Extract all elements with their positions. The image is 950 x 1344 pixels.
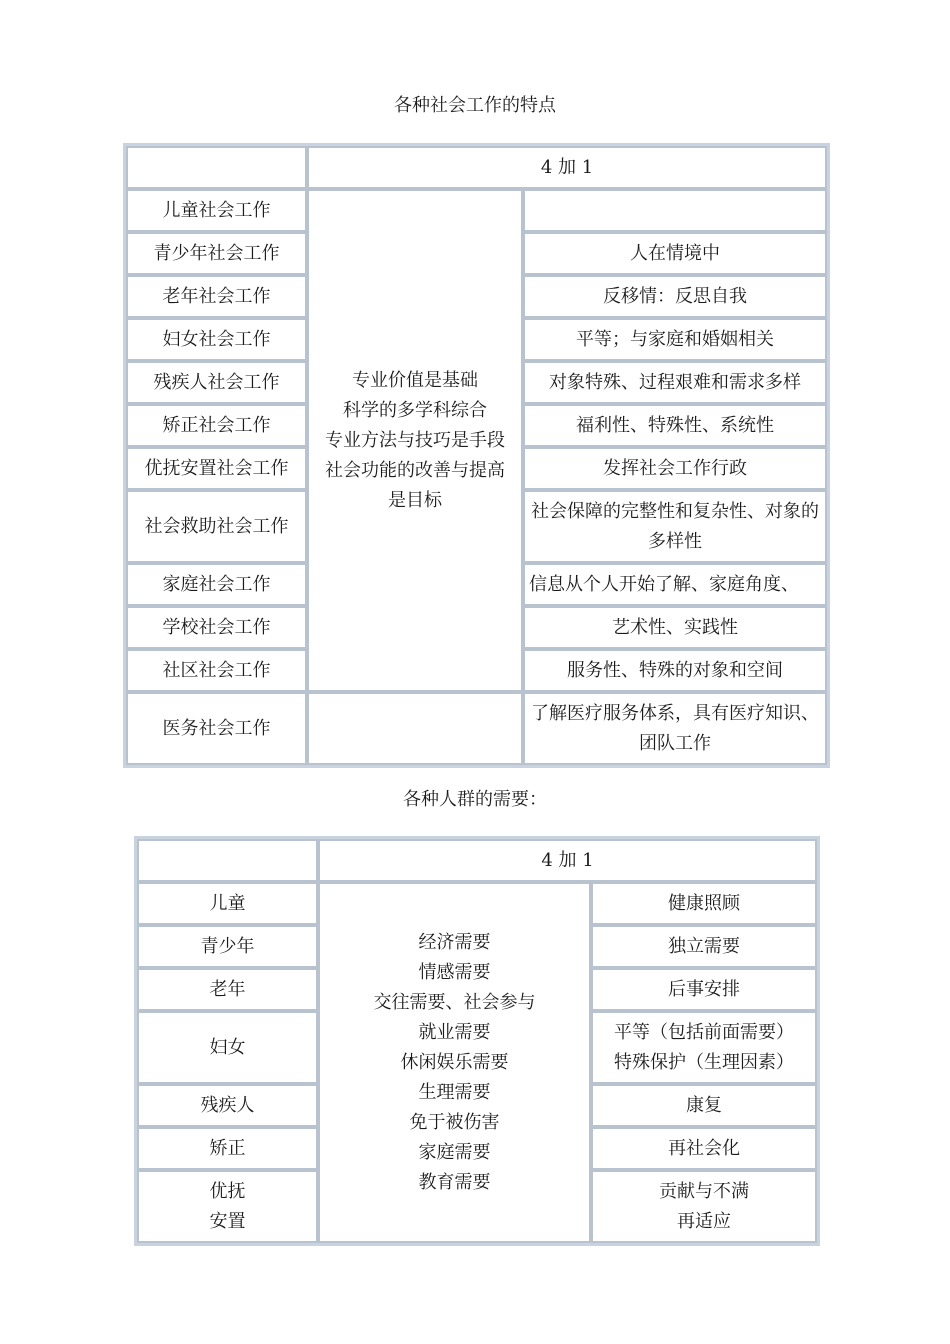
group-need-cell: 再社会化 xyxy=(591,1127,817,1170)
header-cell: 4 加 1 xyxy=(307,146,827,189)
row-feature-cell: 平等；与家庭和婚姻相关 xyxy=(523,318,827,361)
shared-features-cell: 专业价值是基础 科学的多学科综合 专业方法与技巧是手段 社会功能的改善与提高 是目标 xyxy=(307,189,523,692)
group-name-cell: 矫正 xyxy=(137,1127,318,1170)
row-name-cell: 社区社会工作 xyxy=(126,649,307,692)
row-name-cell: 家庭社会工作 xyxy=(126,563,307,606)
group-need-cell: 贡献与不满 再适应 xyxy=(591,1170,817,1243)
row-feature-cell: 艺术性、实践性 xyxy=(523,606,827,649)
population-needs-table xyxy=(134,836,820,1246)
header-empty-cell xyxy=(126,146,307,189)
row-feature-cell: 反移情：反思自我 xyxy=(523,275,827,318)
shared-needs-cell: 经济需要 情感需要 交往需要、社会参与 就业需要 休闲娱乐需要 生理需要 免于被伤害 家庭需要 教育需要 xyxy=(318,882,591,1243)
row-feature-cell: 了解医疗服务体系，具有医疗知识、团队工作 xyxy=(523,692,827,765)
row-name-cell: 残疾人社会工作 xyxy=(126,361,307,404)
social-work-features-table xyxy=(123,143,830,768)
group-need-cell: 后事安排 xyxy=(591,968,817,1011)
group-name-cell: 残疾人 xyxy=(137,1084,318,1127)
group-need-cell: 健康照顾 xyxy=(591,882,817,925)
row-name-cell: 学校社会工作 xyxy=(126,606,307,649)
group-need-cell: 独立需要 xyxy=(591,925,817,968)
group-name-cell: 老年 xyxy=(137,968,318,1011)
row-name-cell: 老年社会工作 xyxy=(126,275,307,318)
group-need-cell: 康复 xyxy=(591,1084,817,1127)
row-feature-cell: 信息从个人开始了解、家庭角度、 xyxy=(523,563,827,606)
row-feature-cell: 人在情境中 xyxy=(523,232,827,275)
group-name-cell: 青少年 xyxy=(137,925,318,968)
table2-title: 各种人群的需要： xyxy=(403,789,547,810)
row-feature-cell: 对象特殊、过程艰难和需求多样 xyxy=(523,361,827,404)
group-name-cell: 优抚 安置 xyxy=(137,1170,318,1243)
group-name-cell: 儿童 xyxy=(137,882,318,925)
row-name-cell: 儿童社会工作 xyxy=(126,189,307,232)
row-name-cell: 医务社会工作 xyxy=(126,692,307,765)
table1-title: 各种社会工作的特点 xyxy=(394,95,556,116)
row-name-cell: 优抚安置社会工作 xyxy=(126,447,307,490)
group-need-cell: 平等（包括前面需要） 特殊保护（生理因素） xyxy=(591,1011,817,1084)
row-feature-cell xyxy=(523,189,827,232)
row-feature-cell: 发挥社会工作行政 xyxy=(523,447,827,490)
empty-middle-cell xyxy=(307,692,523,765)
row-name-cell: 青少年社会工作 xyxy=(126,232,307,275)
row-feature-cell: 福利性、特殊性、系统性 xyxy=(523,404,827,447)
row-name-cell: 妇女社会工作 xyxy=(126,318,307,361)
row-name-cell: 矫正社会工作 xyxy=(126,404,307,447)
group-name-cell: 妇女 xyxy=(137,1011,318,1084)
row-name-cell: 社会救助社会工作 xyxy=(126,490,307,563)
row-feature-cell: 服务性、特殊的对象和空间 xyxy=(523,649,827,692)
header-cell: 4 加 1 xyxy=(318,839,817,882)
row-feature-cell: 社会保障的完整性和复杂性、对象的多样性 xyxy=(523,490,827,563)
header-empty-cell xyxy=(137,839,318,882)
